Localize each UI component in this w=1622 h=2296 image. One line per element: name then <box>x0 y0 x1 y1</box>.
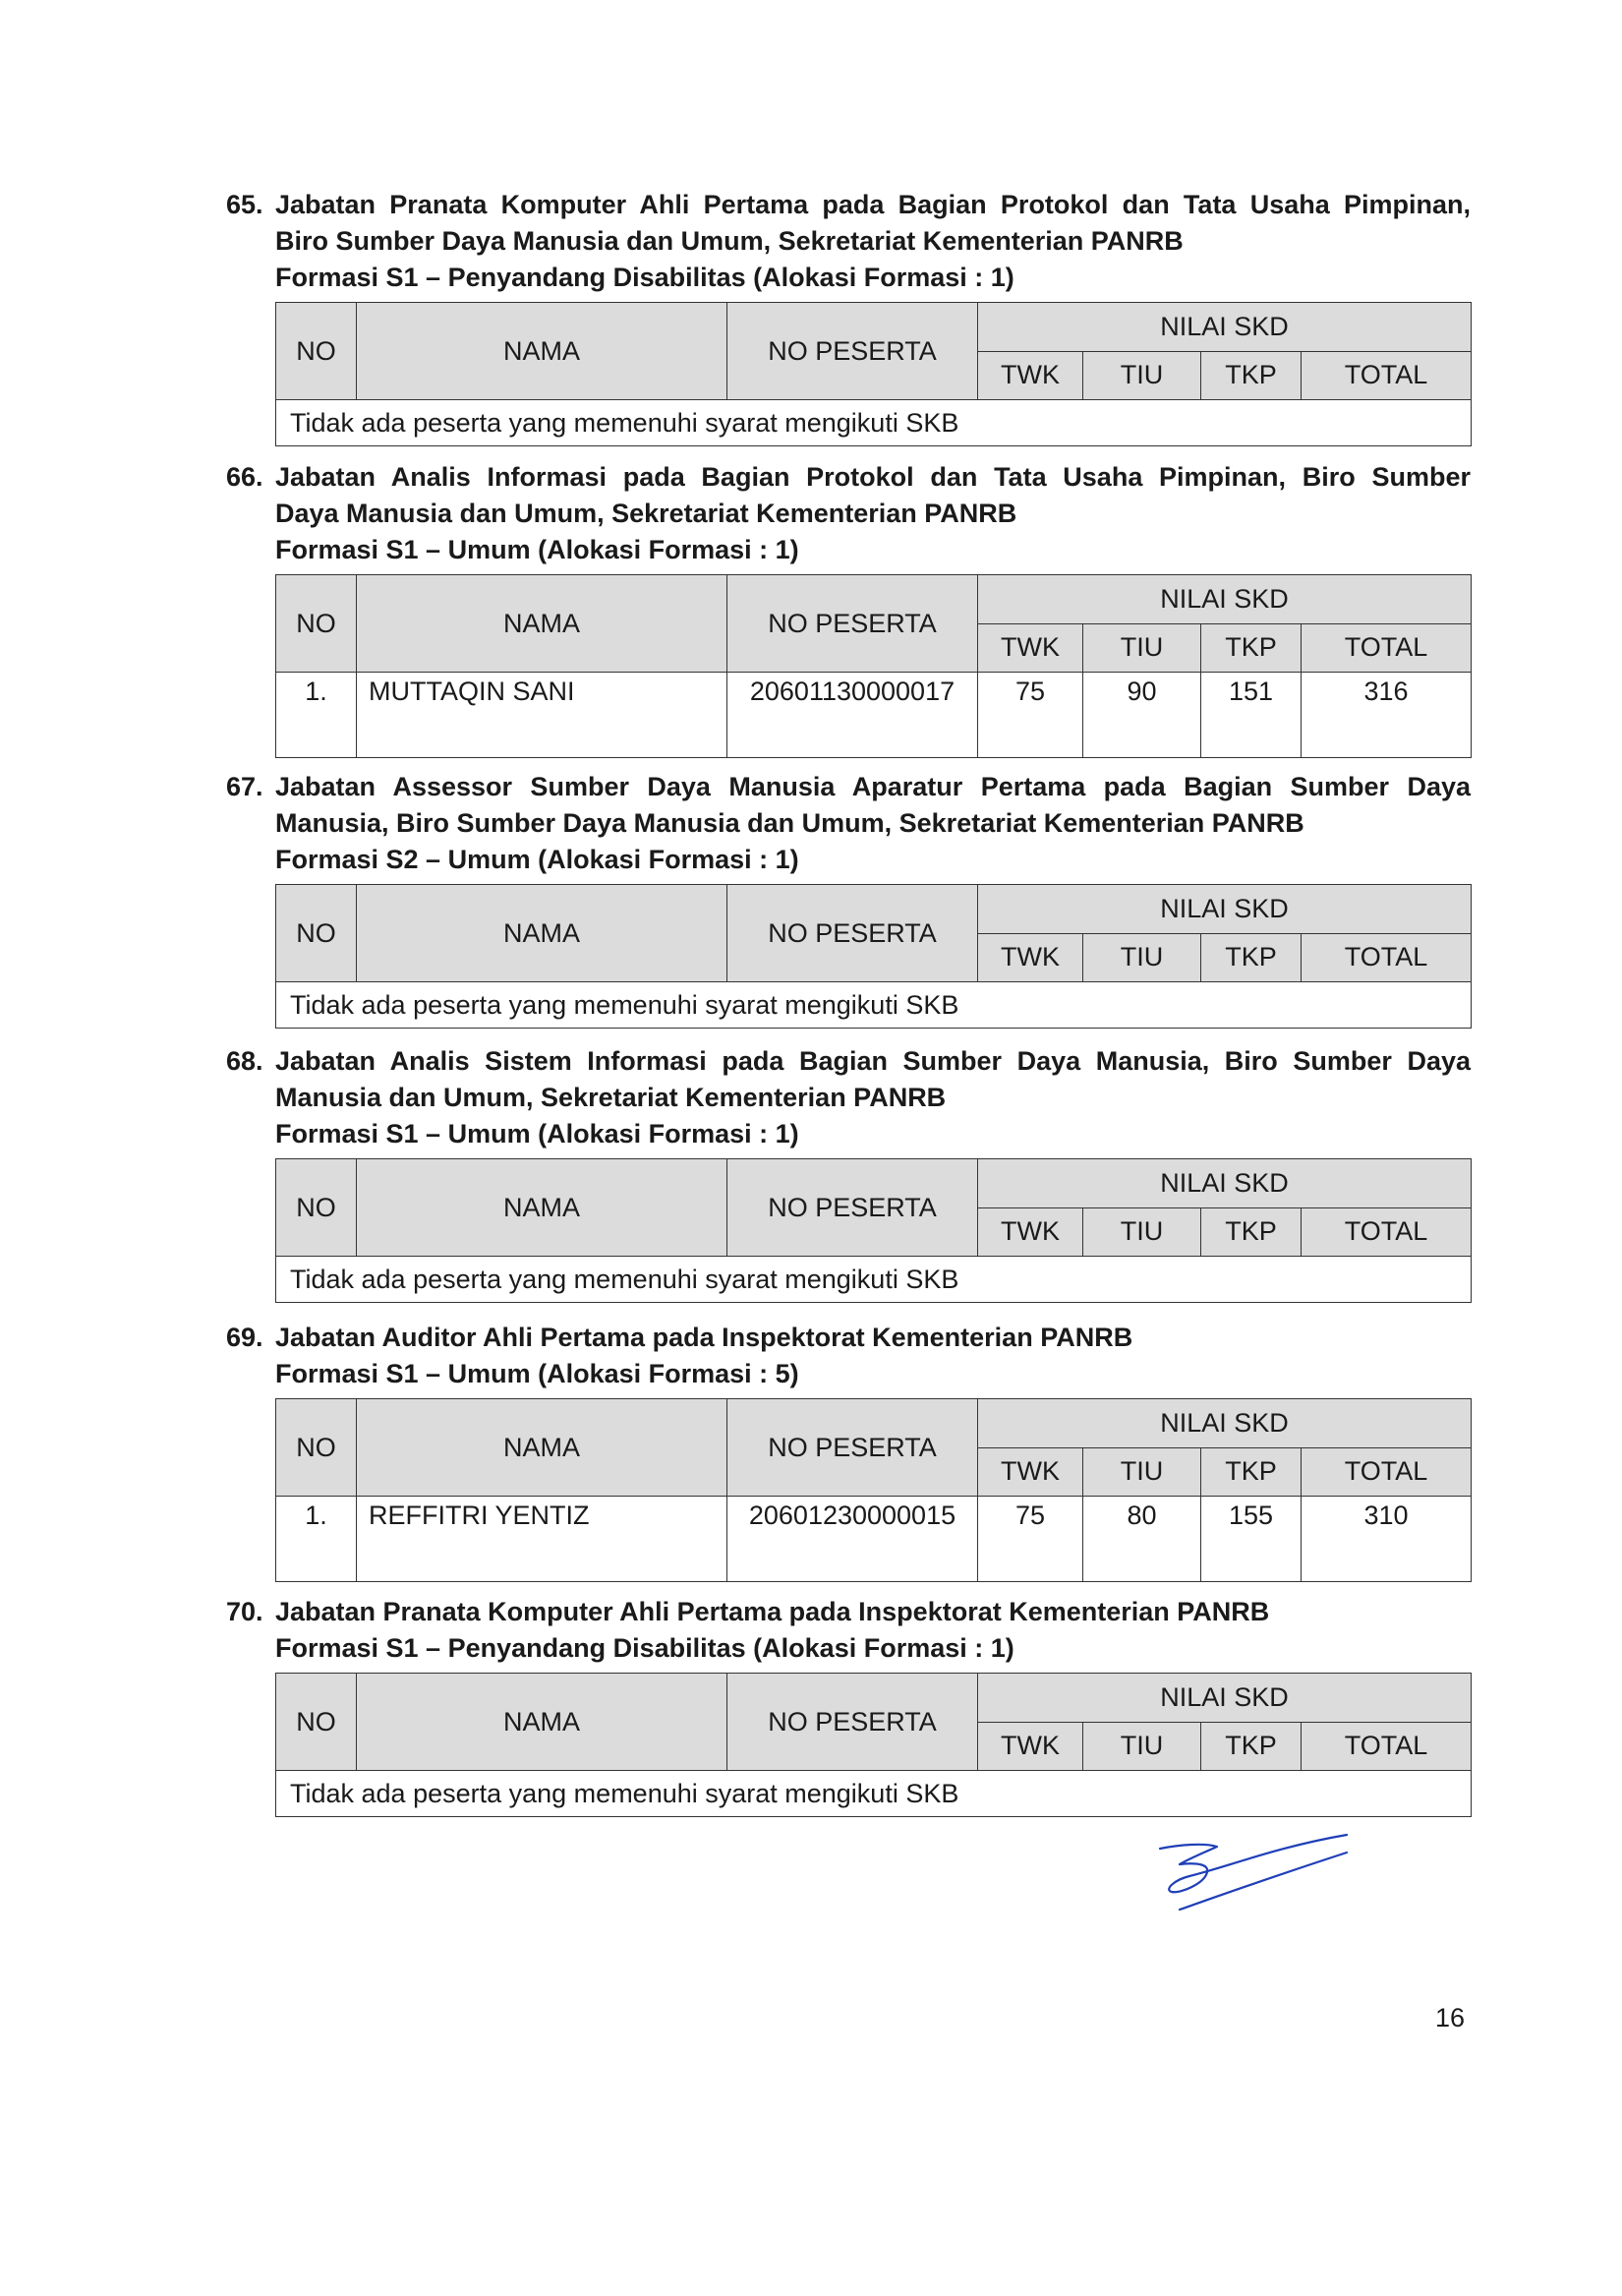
title-line: Jabatan Assessor Sumber Daya Manusia Aparatur Pertama pada Bagian Sumber Daya <box>275 772 1471 801</box>
title-line: Jabatan Pranata Komputer Ahli Pertama pada Inspektorat Kementerian PANRB <box>275 1597 1270 1626</box>
cell-twk: 75 <box>978 1497 1083 1582</box>
section-heading <box>226 459 1471 568</box>
header-tkp: TKP <box>1201 623 1302 673</box>
header-tiu: TIU <box>1083 933 1201 982</box>
section-number: 67. <box>226 772 263 801</box>
section-70 <box>226 1594 1471 1817</box>
header-total: TOTAL <box>1302 1722 1472 1771</box>
header-no-peserta: NO PESERTA <box>727 575 978 673</box>
section-heading <box>226 1320 1471 1392</box>
header-nama: NAMA <box>357 575 727 673</box>
header-tkp: TKP <box>1201 1722 1302 1771</box>
header-no-peserta: NO PESERTA <box>727 303 978 400</box>
title-line: Daya Manusia dan Umum, Sekretariat Kementerian PANRB <box>275 499 1017 528</box>
header-tkp: TKP <box>1201 1207 1302 1257</box>
cell-twk: 75 <box>978 673 1083 758</box>
title-line: Biro Sumber Daya Manusia dan Umum, Sekretariat Kementerian PANRB <box>275 226 1184 256</box>
header-total: TOTAL <box>1302 351 1472 400</box>
header-tkp: TKP <box>1201 933 1302 982</box>
header-twk: TWK <box>978 933 1083 982</box>
section-65 <box>226 187 1471 446</box>
cell-no: 1. <box>276 673 357 758</box>
header-nilai-skd: NILAI SKD <box>978 1674 1472 1723</box>
header-twk: TWK <box>978 351 1083 400</box>
header-tiu: TIU <box>1083 351 1201 400</box>
empty-message: Tidak ada peserta yang memenuhi syarat mengikuti SKB <box>276 982 1472 1029</box>
cell-total: 310 <box>1302 1497 1472 1582</box>
cell-tkp: 155 <box>1201 1497 1302 1582</box>
header-nama: NAMA <box>357 885 727 982</box>
header-tiu: TIU <box>1083 1722 1201 1771</box>
skd-table <box>275 1398 1472 1582</box>
signature-mark <box>1150 1819 1357 1927</box>
section-heading <box>226 769 1471 878</box>
title-line: Jabatan Analis Informasi pada Bagian Protokol dan Tata Usaha Pimpinan, Biro Sumber <box>275 462 1471 492</box>
header-tiu: TIU <box>1083 1447 1201 1497</box>
header-twk: TWK <box>978 1207 1083 1257</box>
cell-tkp: 151 <box>1201 673 1302 758</box>
cell-no-peserta: 20601230000015 <box>727 1497 978 1582</box>
table-row <box>276 1497 1472 1582</box>
section-69 <box>226 1320 1471 1582</box>
header-no: NO <box>276 1674 357 1771</box>
header-nama: NAMA <box>357 1159 727 1257</box>
header-no: NO <box>276 575 357 673</box>
header-nilai-skd: NILAI SKD <box>978 1159 1472 1208</box>
formasi-label: Formasi S1 – Penyandang Disabilitas (Alokasi Formasi : 1) <box>275 263 1014 292</box>
header-tiu: TIU <box>1083 623 1201 673</box>
header-nilai-skd: NILAI SKD <box>978 303 1472 352</box>
header-twk: TWK <box>978 1722 1083 1771</box>
header-total: TOTAL <box>1302 933 1472 982</box>
section-number: 66. <box>226 462 263 492</box>
title-line: Manusia, Biro Sumber Daya Manusia dan Umum, Sekretariat Kementerian PANRB <box>275 808 1304 838</box>
header-total: TOTAL <box>1302 1207 1472 1257</box>
section-68 <box>226 1043 1471 1303</box>
header-no: NO <box>276 885 357 982</box>
header-no-peserta: NO PESERTA <box>727 1674 978 1771</box>
section-number: 69. <box>226 1323 263 1352</box>
header-tiu: TIU <box>1083 1207 1201 1257</box>
header-no: NO <box>276 303 357 400</box>
header-nama: NAMA <box>357 303 727 400</box>
cell-no: 1. <box>276 1497 357 1582</box>
skd-table <box>275 574 1472 758</box>
header-total: TOTAL <box>1302 623 1472 673</box>
title-line: Jabatan Pranata Komputer Ahli Pertama pada Bagian Protokol dan Tata Usaha Pimpinan, <box>275 190 1471 219</box>
formasi-label: Formasi S2 – Umum (Alokasi Formasi : 1) <box>275 845 799 874</box>
section-66 <box>226 459 1471 758</box>
header-no-peserta: NO PESERTA <box>727 1159 978 1257</box>
title-line: Jabatan Auditor Ahli Pertama pada Inspektorat Kementerian PANRB <box>275 1323 1133 1352</box>
header-nama: NAMA <box>357 1399 727 1497</box>
header-nilai-skd: NILAI SKD <box>978 575 1472 624</box>
header-nilai-skd: NILAI SKD <box>978 885 1472 934</box>
header-tkp: TKP <box>1201 351 1302 400</box>
formasi-label: Formasi S1 – Umum (Alokasi Formasi : 5) <box>275 1359 799 1388</box>
empty-message: Tidak ada peserta yang memenuhi syarat mengikuti SKB <box>276 400 1472 446</box>
title-line: Manusia dan Umum, Sekretariat Kementerian PANRB <box>275 1083 947 1112</box>
title-line: Jabatan Analis Sistem Informasi pada Bagian Sumber Daya Manusia, Biro Sumber Daya <box>275 1046 1471 1076</box>
section-heading <box>226 187 1471 296</box>
formasi-label: Formasi S1 – Umum (Alokasi Formasi : 1) <box>275 535 799 564</box>
section-number: 70. <box>226 1597 263 1626</box>
header-no-peserta: NO PESERTA <box>727 885 978 982</box>
cell-tiu: 90 <box>1083 673 1201 758</box>
header-no: NO <box>276 1159 357 1257</box>
section-number: 68. <box>226 1046 263 1076</box>
skd-table <box>275 1673 1472 1817</box>
header-nilai-skd: NILAI SKD <box>978 1399 1472 1448</box>
skd-table <box>275 1158 1472 1303</box>
header-total: TOTAL <box>1302 1447 1472 1497</box>
header-no-peserta: NO PESERTA <box>727 1399 978 1497</box>
header-tkp: TKP <box>1201 1447 1302 1497</box>
cell-nama: MUTTAQIN SANI <box>357 673 727 758</box>
cell-nama: REFFITRI YENTIZ <box>357 1497 727 1582</box>
header-no: NO <box>276 1399 357 1497</box>
cell-total: 316 <box>1302 673 1472 758</box>
section-heading <box>226 1043 1471 1152</box>
page-number: 16 <box>1435 2003 1466 2032</box>
section-heading <box>226 1594 1471 1667</box>
header-twk: TWK <box>978 1447 1083 1497</box>
table-row <box>276 673 1472 758</box>
empty-message: Tidak ada peserta yang memenuhi syarat mengikuti SKB <box>276 1771 1472 1817</box>
empty-message: Tidak ada peserta yang memenuhi syarat mengikuti SKB <box>276 1257 1472 1303</box>
cell-tiu: 80 <box>1083 1497 1201 1582</box>
cell-no-peserta: 20601130000017 <box>727 673 978 758</box>
section-67 <box>226 769 1471 1029</box>
skd-table <box>275 884 1472 1029</box>
header-nama: NAMA <box>357 1674 727 1771</box>
section-number: 65. <box>226 190 263 219</box>
skd-table <box>275 302 1472 446</box>
formasi-label: Formasi S1 – Penyandang Disabilitas (Alokasi Formasi : 1) <box>275 1633 1014 1663</box>
formasi-label: Formasi S1 – Umum (Alokasi Formasi : 1) <box>275 1119 799 1148</box>
header-twk: TWK <box>978 623 1083 673</box>
